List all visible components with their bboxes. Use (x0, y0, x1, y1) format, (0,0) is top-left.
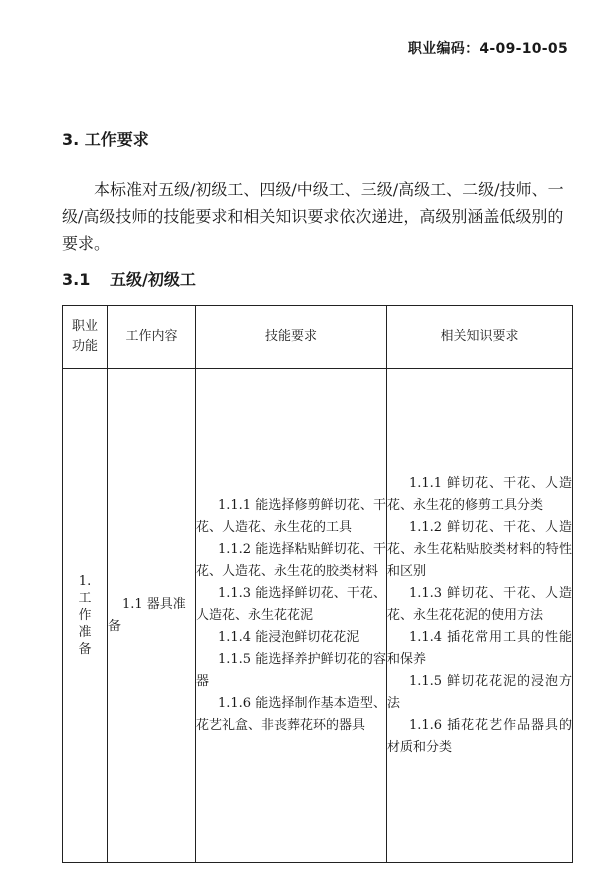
header-knowledge: 相关知识要求 (387, 306, 573, 369)
knowledge-cell (387, 369, 573, 863)
table-row (63, 369, 573, 863)
knowledge-item: 1.1.1 鲜切花、干花、人造花、永生花的修剪工具分类 (387, 475, 572, 513)
skill-item: 1.1.3 能选择鲜切花、干花、人造花、永生花花泥 (196, 585, 386, 623)
subsection-title (62, 267, 196, 290)
function-number: 1. (78, 574, 92, 589)
requirements-table (62, 305, 573, 863)
skill-item: 1.1.6 能选择制作基本造型、花艺礼盒、非丧葬花环的器具 (196, 695, 386, 733)
table-header-row (63, 306, 573, 369)
header-content: 工作内容 (108, 306, 196, 369)
function-name: 工作准备 (78, 591, 92, 657)
knowledge-item: 1.1.3 鲜切花、干花、人造花、永生花花泥的使用方法 (387, 585, 572, 623)
header-skills: 技能要求 (196, 306, 387, 369)
section-intro: 本标准对五级/初级工、四级/中级工、三级/高级工、二级/技师、一级/高级技师的技能要求和相关知识要求依次递进，高级别涵盖低级别的要求。 (62, 180, 564, 253)
subsection-number: 3.1 (62, 270, 91, 289)
header-function: 职业功能 (63, 306, 108, 369)
content-cell (108, 369, 196, 863)
knowledge-item: 1.1.2 鲜切花、干花、人造花、永生花粘贴胶类材料的特性和区别 (387, 519, 572, 579)
function-cell (63, 369, 108, 863)
skill-item: 1.1.5 能选择养护鲜切花的容器 (196, 651, 386, 689)
skill-item: 1.1.1 能选择修剪鲜切花、干花、人造花、永生花的工具 (196, 497, 386, 535)
knowledge-item: 1.1.6 插花花艺作品器具的材质和分类 (387, 717, 572, 755)
knowledge-item: 1.1.5 鲜切花花泥的浸泡方法 (387, 673, 572, 711)
knowledge-item: 1.1.4 插花常用工具的性能和保养 (387, 629, 572, 667)
subsection-name: 五级/初级工 (110, 270, 196, 289)
skills-cell (196, 369, 387, 863)
content-text: 1.1 器具准备 (108, 596, 186, 634)
occupation-code: 职业编码：4-09-10-05 (407, 41, 568, 57)
skill-item: 1.1.4 能浸泡鲜切花花泥 (218, 629, 360, 645)
section-title: 3. 工作要求 (62, 130, 149, 149)
skill-item: 1.1.2 能选择粘贴鲜切花、干花、人造花、永生花的胶类材料 (196, 541, 386, 579)
